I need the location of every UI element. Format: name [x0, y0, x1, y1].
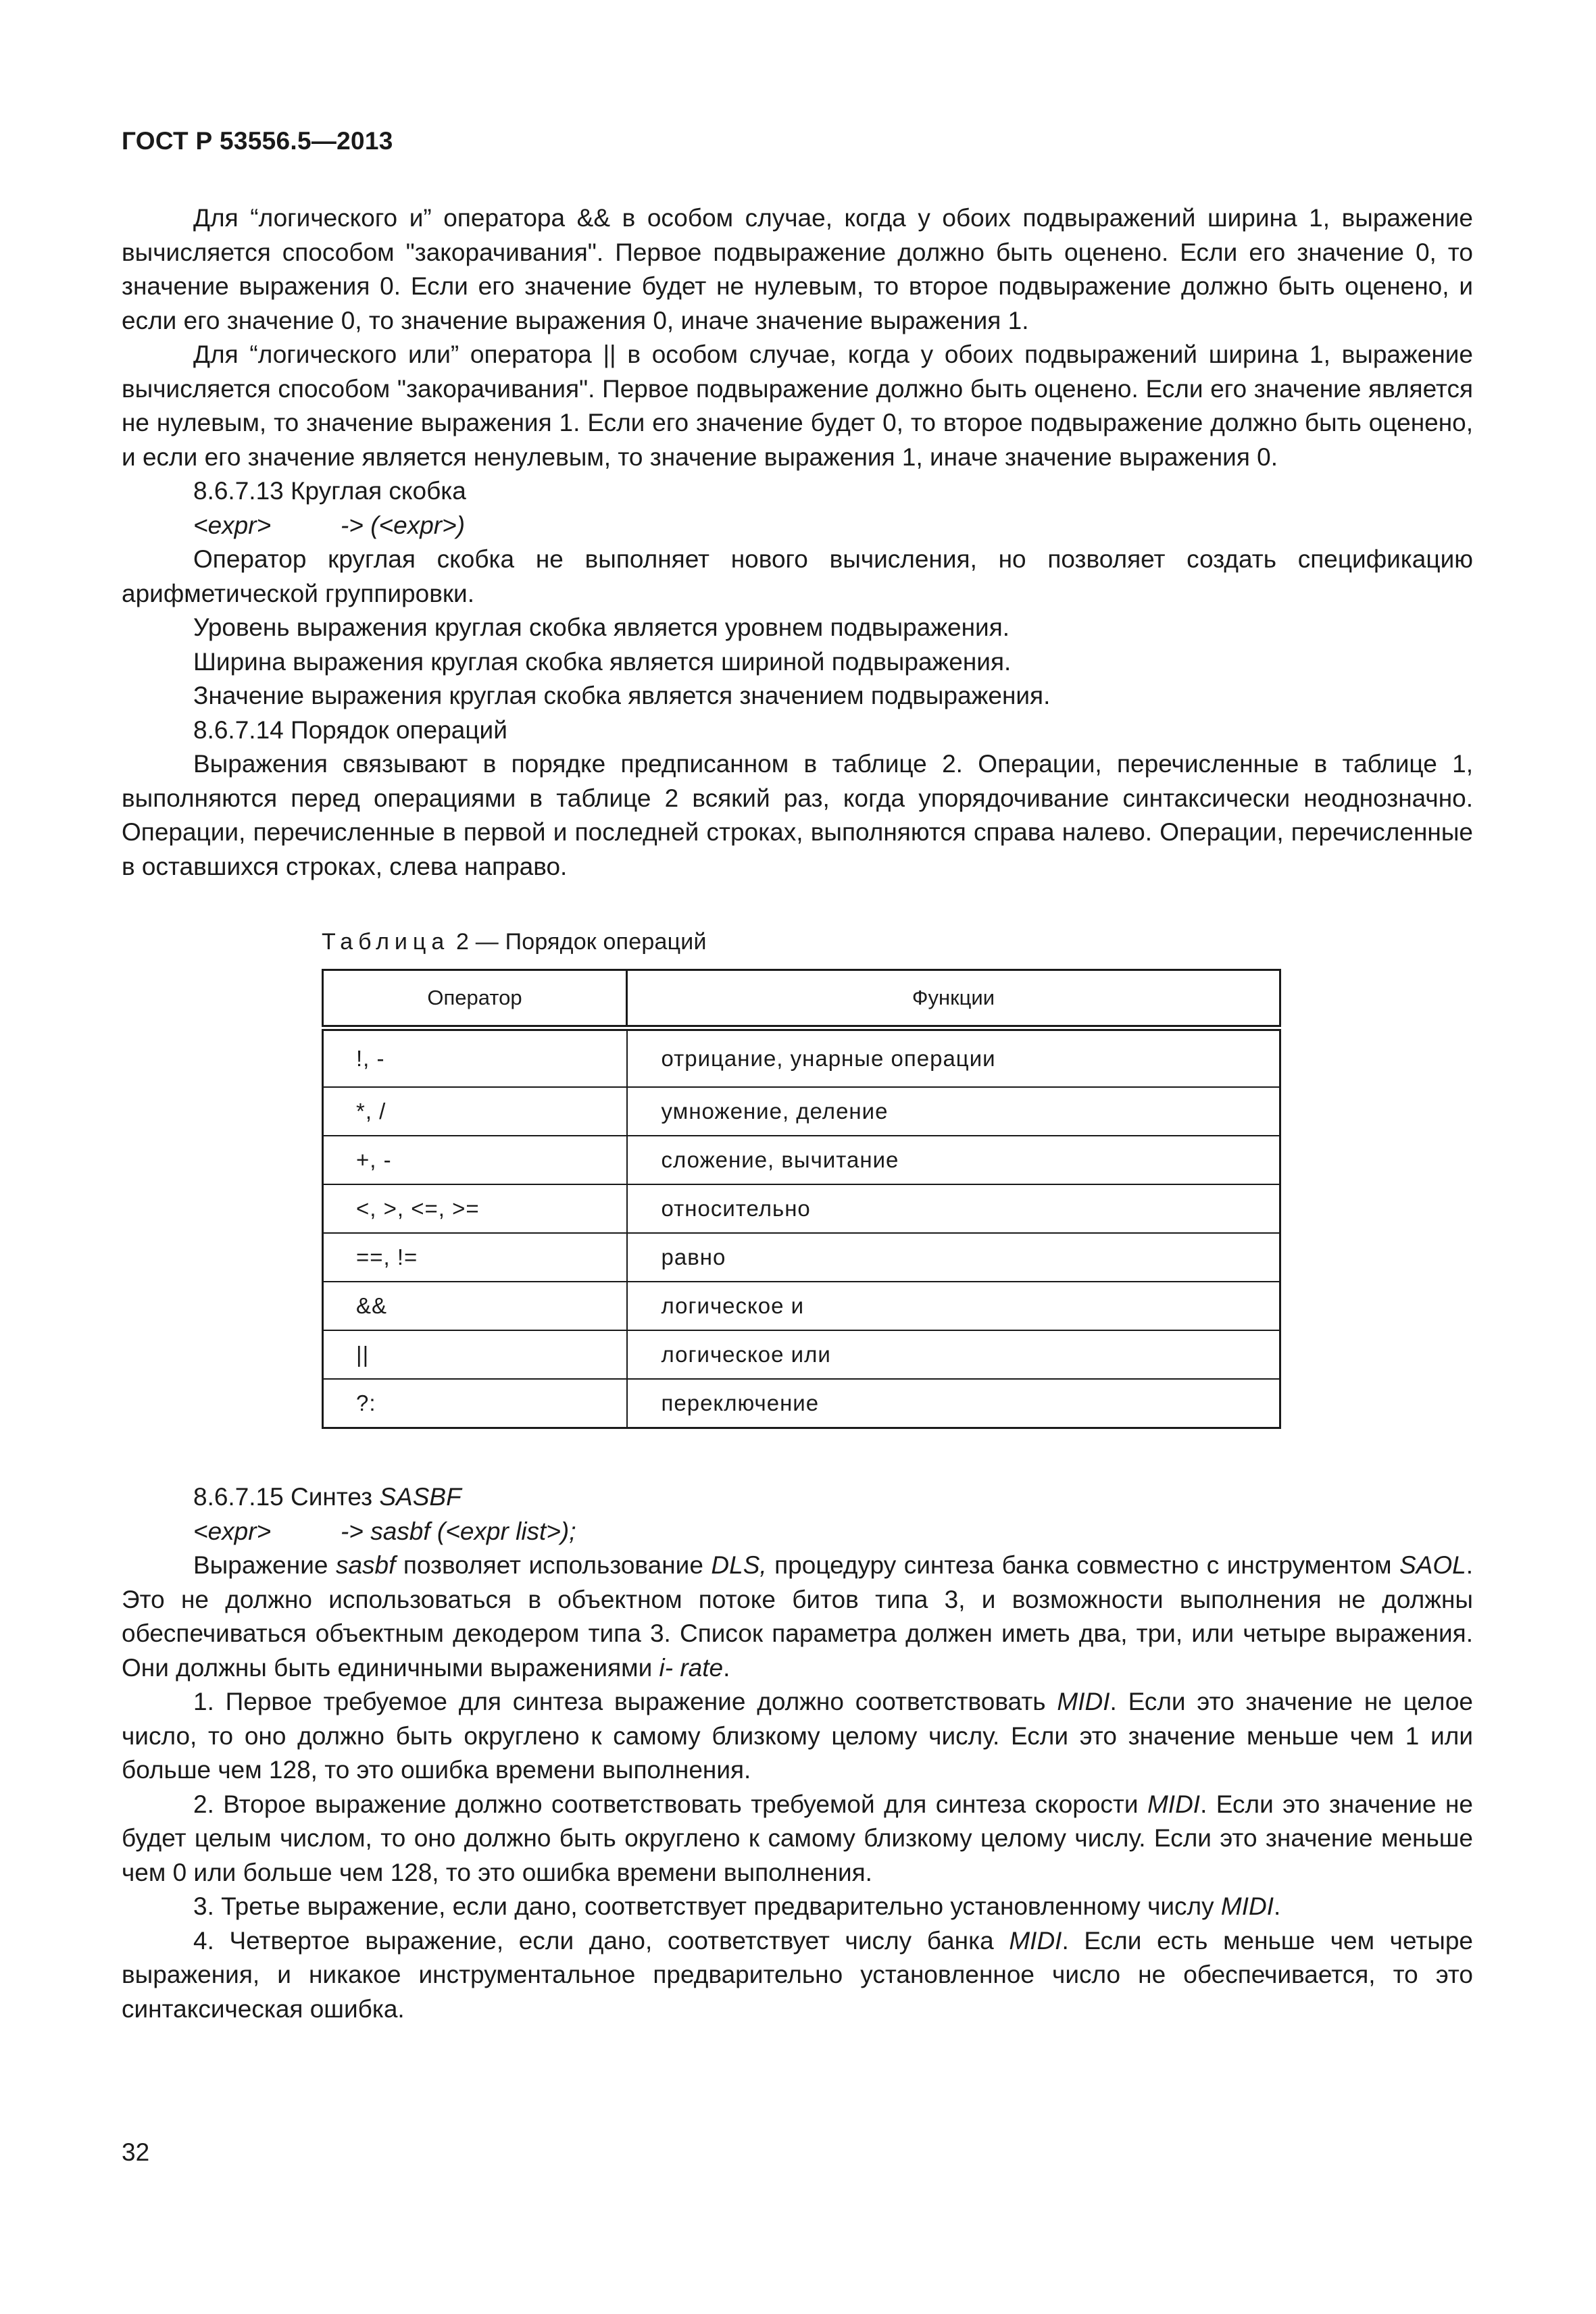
text-run: 3. Третье выражение, если дано, соответствует предварительно установленному числу: [193, 1892, 1221, 1920]
text-run: .: [723, 1653, 730, 1682]
text-run-italic: i- rate: [659, 1653, 724, 1682]
operations-table: [322, 969, 1281, 1429]
heading-8-6-7-14: 8.6.7.14 Порядок операций: [193, 715, 507, 744]
text-run: 4. Четвертое выражение, если дано, соответствует числу банка: [193, 1926, 1009, 1955]
paragraph-logical-and: Для “логического и” оператора && в особом случае, когда у обоих подвыражений ширина 1, выражение вычисляется способом "закорачивания". Первое подвыражение должно быть оценено. Если его значение 0, то значение выражения 0. Если его значение будет не нулевым, то второе подвыражение должно быть оценено, и если его значение 0, то значение выражения 0, иначе значение выражения 1.: [122, 204, 1473, 334]
text-run-italic: MIDI: [1147, 1790, 1201, 1818]
function-cell: логическое или: [627, 1330, 1280, 1379]
text-run-italic: MIDI: [1009, 1926, 1062, 1955]
document-code: ГОСТ Р 53556.5—2013: [122, 127, 393, 155]
operator-cell: ==, !=: [323, 1233, 627, 1282]
text-run-italic: DLS,: [711, 1551, 767, 1579]
paragraph-operation-order: Выражения связывают в порядке предписанном в таблице 2. Операции, перечисленные в таблице 1, выполняются перед операциями в таблице 2 всякий раз, когда упорядочивание синтаксически неоднозначно. Операции, перечисленные в первой и последней строках, выполняются справа налево. Операции, перечисленные в оставшихся строках, слева направо.: [122, 750, 1473, 880]
section-8-6-7-15: [122, 1480, 1473, 2026]
heading-8-6-7-13: 8.6.7.13 Круглая скобка: [193, 477, 466, 505]
paragraph-parenthesis-1: Оператор круглая скобка не выполняет нового вычисления, но позволяет создать спецификацию арифметической группировки.: [122, 545, 1473, 607]
column-header-functions: Функции: [627, 970, 1280, 1028]
paragraph-parenthesis-2: Уровень выражения круглая скобка является уровнем подвыражения.: [193, 613, 1010, 641]
table-caption-title: 2 — Порядок операций: [455, 929, 707, 955]
paragraph-parenthesis-4: Значение выражения круглая скобка является значением подвыражения.: [193, 682, 1051, 709]
text-run: . Это не должно использоваться в объектном потоке битов типа 3, и возможности выполнения не должны обеспечиваться объектным декодером типа 3. Список параметра должен иметь два, три, или четыре выражения. Они должны быть единичными выражениями: [122, 1551, 1474, 1682]
text-run-italic: MIDI: [1057, 1688, 1110, 1715]
function-cell: переключение: [627, 1379, 1280, 1428]
text-run: 2. Второе выражение должно соответствовать требуемой для синтеза скорости: [193, 1790, 1147, 1818]
function-cell: умножение, деление: [627, 1087, 1280, 1136]
paragraph-sasbf-item-2: [122, 1788, 1473, 1890]
text-run: Выражение: [193, 1551, 336, 1579]
function-cell: логическое и: [627, 1282, 1280, 1330]
syntax-sasbf: <expr> -> sasbf (<expr list>);: [193, 1517, 576, 1545]
text-run: процедуру синтеза банка совместно с инструментом: [766, 1551, 1400, 1579]
page-number: 32: [122, 2138, 150, 2166]
table-row: [323, 1282, 1280, 1330]
text-run-italic: sasbf: [335, 1551, 396, 1579]
operator-cell: !, -: [323, 1028, 627, 1088]
operator-cell: *, /: [323, 1087, 627, 1136]
table-caption: [322, 928, 1281, 955]
paragraph-logical-or: Для “логического или” оператора || в особом случае, когда у обоих подвыражений ширина 1, выражение вычисляется способом "закорачивания". Первое подвыражение должно быть оценено. Если его значение является не нулевым, то значение выражения 1. Если его значение будет 0, то второе подвыражение должно быть оценено, и если его значение является ненулевым, то значение выражения 1, иначе значение выражения 0.: [122, 341, 1473, 471]
function-cell: относительно: [627, 1184, 1280, 1233]
text-run: . Если это значение не целое число, то оно должно быть округлено к самому близкому целому числу. Если это значение меньше чем 1 или больше чем 128, то это ошибка времени выполнения.: [122, 1688, 1473, 1784]
operator-cell: ?:: [323, 1379, 627, 1428]
paragraph-sasbf-intro: [122, 1549, 1473, 1685]
table-caption-word: Таблица: [322, 929, 450, 955]
page-body: [122, 201, 1473, 2026]
heading-sasbf: SASBF: [379, 1483, 462, 1511]
syntax-parenthesis: <expr> -> (<expr>): [193, 511, 466, 539]
text-run: позволяет использование: [395, 1551, 712, 1579]
heading-8-6-7-15: [122, 1480, 1473, 1515]
table-row: [323, 1028, 1280, 1088]
table-row: [323, 1379, 1280, 1428]
paragraph-sasbf-item-1: [122, 1685, 1473, 1788]
table-row: [323, 1136, 1280, 1184]
paragraph-sasbf-item-4: [122, 1924, 1473, 2027]
table-row: [323, 1087, 1280, 1136]
text-run: 1. Первое требуемое для синтеза выражение должно соответствовать: [193, 1688, 1057, 1715]
text-run-italic: MIDI: [1220, 1892, 1274, 1920]
table-row: [323, 1184, 1280, 1233]
function-cell: сложение, вычитание: [627, 1136, 1280, 1184]
table-row: [323, 1233, 1280, 1282]
function-cell: равно: [627, 1233, 1280, 1282]
paragraph-parenthesis-3: Ширина выражения круглая скобка является шириной подвыражения.: [193, 647, 1012, 676]
table-header-row: [323, 970, 1280, 1028]
text-run: . Если есть меньше чем четыре выражения, и никакое инструментальное предварительно установленное число не обеспечивается, то это синтаксическая ошибка.: [122, 1926, 1473, 2023]
operator-cell: ||: [323, 1330, 627, 1379]
operator-cell: <, >, <=, >=: [323, 1184, 627, 1233]
operator-cell: +, -: [323, 1136, 627, 1184]
paragraph-sasbf-item-3: [122, 1890, 1473, 1924]
table-row: [323, 1330, 1280, 1379]
operator-cell: &&: [323, 1282, 627, 1330]
function-cell: отрицание, унарные операции: [627, 1028, 1280, 1088]
text-run: . Если это значение не будет целым числом, то оно должно быть округлено к самому близкому целому числу. Если это значение меньше чем 0 или больше чем 128, то это ошибка времени выполнения.: [122, 1790, 1473, 1886]
heading-prefix: 8.6.7.15 Синтез: [193, 1483, 380, 1511]
table-2-block: [322, 928, 1281, 1429]
column-header-operator: Оператор: [323, 970, 627, 1028]
text-run-italic: SAOL: [1399, 1551, 1466, 1579]
text-run: .: [1274, 1892, 1281, 1920]
